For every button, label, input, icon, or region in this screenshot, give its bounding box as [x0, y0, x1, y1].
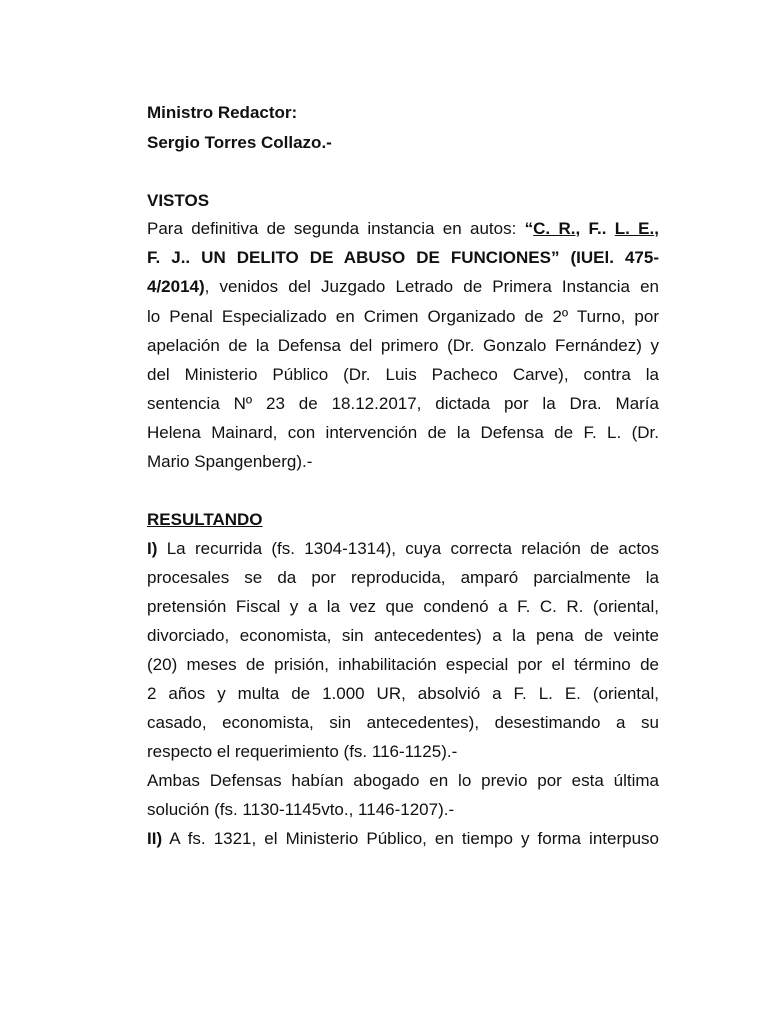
- resultando-p1-line-2: procesales se da por reproducida, amparó parcialmente la: [147, 568, 659, 587]
- party-cr: C. R.: [533, 219, 576, 238]
- vistos-line-2: F. J.. UN DELITO DE ABUSO DE FUNCIONES” (IUEl. 475-: [147, 248, 659, 267]
- vistos-line-6: del Ministerio Público (Dr. Luis Pacheco Carve), contra la: [147, 365, 659, 384]
- resultando-p1-line-1: [147, 538, 659, 560]
- section-marker-i: I): [147, 539, 158, 558]
- vistos-line-8: Helena Mainard, con intervención de la Defensa de F. L. (Dr.: [147, 423, 659, 442]
- party-sep-1: , F..: [575, 219, 615, 238]
- ministro-name: Sergio Torres Collazo.-: [147, 133, 332, 152]
- ministro-label: Ministro Redactor:: [147, 103, 298, 122]
- resultando-p2-line-2: solución (fs. 1130-1145vto., 1146-1207).-: [147, 800, 455, 819]
- vistos-line-1: [147, 218, 659, 240]
- vistos-line-3-text: , venidos del Juzgado Letrado de Primera Instancia en: [204, 277, 659, 296]
- resultando-heading: RESULTANDO: [147, 510, 263, 529]
- resultando-p1-line-7: casado, economista, sin antecedentes), desestimando a su: [147, 713, 659, 732]
- party-le: L. E.: [614, 219, 655, 238]
- resultando-p1-line-4: divorciado, economista, sin antecedentes) a la pena de veinte: [147, 626, 659, 645]
- vistos-line-9: Mario Spangenberg).-: [147, 452, 313, 471]
- resultando-p1-line-1-text: La recurrida (fs. 1304-1314), cuya correcta relación de actos: [157, 539, 659, 558]
- vistos-heading: VISTOS: [147, 191, 210, 210]
- resultando-p1-line-5: (20) meses de prisión, inhabilitación especial por el término de: [147, 655, 659, 674]
- resultando-p3-line-1: [147, 828, 659, 850]
- section-marker-ii: II): [147, 829, 163, 848]
- vistos-line-5: apelación de la Defensa del primero (Dr. Gonzalo Fernández) y: [147, 336, 659, 355]
- resultando-p1-line-8: respecto el requerimiento (fs. 116-1125).-: [147, 742, 458, 761]
- vistos-line-3: [147, 276, 659, 298]
- vistos-line-4: lo Penal Especializado en Crimen Organizado de 2º Turno, por: [147, 307, 659, 326]
- resultando-p1-line-3: pretensión Fiscal y a la vez que condenó a F. C. R. (oriental,: [147, 597, 659, 616]
- resultando-p2-line-1: Ambas Defensas habían abogado en lo previo por esta última: [147, 771, 659, 790]
- vistos-line-1-text: Para definitiva de segunda instancia en autos:: [147, 219, 525, 238]
- party-sep-2: ,: [654, 219, 659, 238]
- vistos-line-7: sentencia Nº 23 de 18.12.2017, dictada por la Dra. María: [147, 394, 659, 413]
- resultando-p3-line-1-text: A fs. 1321, el Ministerio Público, en tiempo y forma interpuso: [162, 829, 659, 848]
- resultando-p1-line-6: 2 años y multa de 1.000 UR, absolvió a F. L. E. (oriental,: [147, 684, 659, 703]
- case-number-end: 4/2014): [147, 277, 205, 296]
- quote-open: “: [524, 219, 534, 238]
